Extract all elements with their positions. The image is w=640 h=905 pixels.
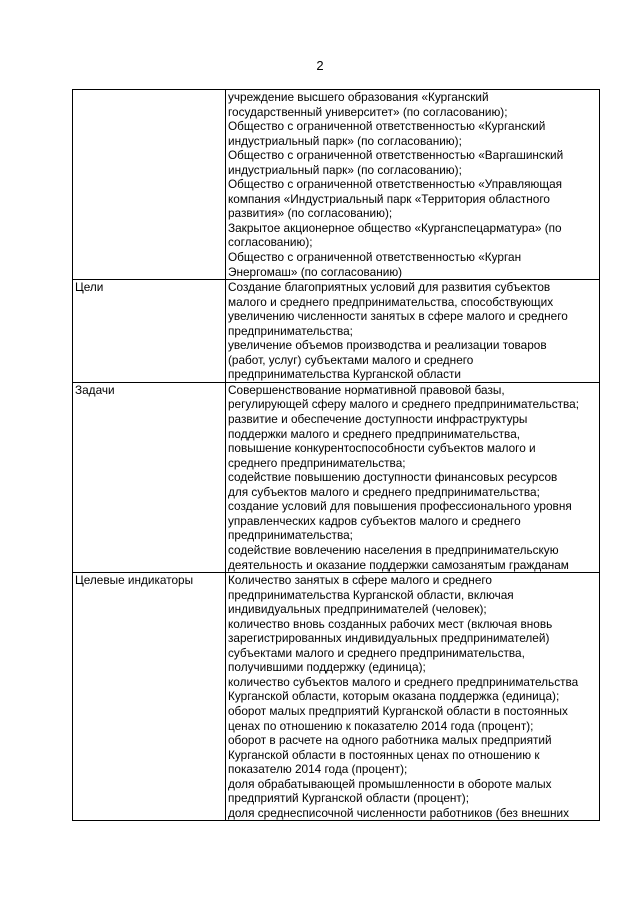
table-row-participants-continued: [73, 90, 600, 280]
text-line: развития» (по согласованию);: [228, 206, 393, 221]
text-line: Общество с ограниченной ответственностью «Управляющая: [228, 177, 563, 192]
page-number: 2: [316, 58, 324, 73]
text-line: ценах по отношению к показателю 2014 года (процент);: [228, 718, 534, 733]
text-line: предприятий Курганской области (процент);: [228, 791, 470, 806]
text-line: зарегистрированных индивидуальных предпринимателей): [228, 631, 550, 646]
text-line: Общество с ограниченной ответственностью «Курган: [228, 250, 522, 265]
text-line: учреждение высшего образования «Курганский: [228, 90, 489, 104]
row-label: Целевые индикаторы: [73, 573, 226, 821]
row-value: [226, 280, 600, 383]
text-line: содействие повышению доступности финансовых ресурсов: [228, 470, 558, 485]
table-row-tasks: [73, 382, 600, 572]
text-line: Закрытое акционерное общество «Курганспецарматура» (по: [228, 220, 562, 235]
text-line: количество вновь созданных рабочих мест (включая вновь: [228, 616, 553, 631]
text-line: Курганской области, которым оказана поддержка (единица);: [228, 689, 560, 704]
text-line: увеличение объемов производства и реализации товаров: [228, 338, 547, 353]
text-line: Совершенствование нормативной правовой базы,: [228, 382, 505, 397]
text-line: предпринимательства Курганской области: [228, 367, 461, 382]
text-line: Общество с ограниченной ответственностью «Варгашинский: [228, 148, 564, 163]
text-line: оборот в расчете на одного работника малых предприятий: [228, 733, 552, 748]
text-line: доля среднесписочной численности работников (без внешних: [228, 805, 570, 820]
text-line: предпринимательства Курганской области, включая: [228, 587, 514, 602]
text-line: получившими поддержку (единица);: [228, 660, 426, 675]
text-line: создание условий для повышения профессионального уровня: [228, 499, 572, 514]
text-line: малого и среднего предпринимательства, способствующих: [228, 294, 554, 309]
text-line: управленческих кадров субъектов малого и среднего: [228, 513, 521, 528]
text-line: индивидуальных предпринимателей (человек);: [228, 602, 487, 617]
text-line: Создание благоприятных условий для развития субъектов: [228, 280, 551, 295]
text-line: Энергомаш» (по согласованию): [228, 264, 403, 279]
text-line: повышение конкурентоспособности субъектов малого и: [228, 441, 536, 456]
row-value: [226, 382, 600, 572]
row-label: Цели: [73, 280, 226, 383]
text-line: государственный университет» (по согласованию);: [228, 104, 508, 119]
text-line: Курганской области в постоянных ценах по отношению к: [228, 747, 540, 762]
text-line: индустриальный парк» (по согласованию);: [228, 133, 462, 148]
text-line: среднего предпринимательства;: [228, 455, 406, 470]
table-row-goals: [73, 280, 600, 383]
row-label: Задачи: [73, 382, 226, 572]
text-line: предпринимательства;: [228, 323, 353, 338]
table-row-target-indicators: [73, 573, 600, 821]
text-line: индустриальный парк» (по согласованию);: [228, 162, 462, 177]
text-line: регулирующей сферу малого и среднего предпринимательства;: [228, 397, 580, 412]
text-line: Общество с ограниченной ответственностью «Курганский: [228, 119, 546, 134]
text-line: предпринимательства;: [228, 528, 353, 543]
text-line: увеличению численности занятых в сфере малого и среднего: [228, 309, 568, 324]
text-line: развитие и обеспечение доступности инфраструктуры: [228, 412, 528, 427]
row-value: [226, 573, 600, 821]
text-line: Количество занятых в сфере малого и среднего: [228, 573, 492, 588]
row-label: [73, 90, 226, 280]
text-line: количество субъектов малого и среднего предпринимательства: [228, 674, 579, 689]
text-line: оборот малых предприятий Курганской области в постоянных: [228, 703, 568, 718]
text-line: компания «Индустриальный парк «Территория областного: [228, 191, 550, 206]
program-passport-table: [72, 89, 600, 821]
text-line: согласованию);: [228, 235, 313, 250]
text-line: содействие вовлечению населения в предпринимательскую: [228, 542, 559, 557]
text-line: (работ, услуг) субъектами малого и среднего: [228, 352, 474, 367]
text-line: показателю 2014 года (процент);: [228, 762, 408, 777]
row-value: [226, 90, 600, 280]
text-line: доля обрабатывающей промышленности в обороте малых: [228, 776, 552, 791]
text-line: поддержки малого и среднего предпринимательства,: [228, 426, 521, 441]
text-line: для субъектов малого и среднего предпринимательства;: [228, 484, 540, 499]
text-line: субъектами малого и среднего предпринимательства,: [228, 645, 525, 660]
text-line: деятельность и оказание поддержки самозанятым гражданам: [228, 557, 569, 572]
